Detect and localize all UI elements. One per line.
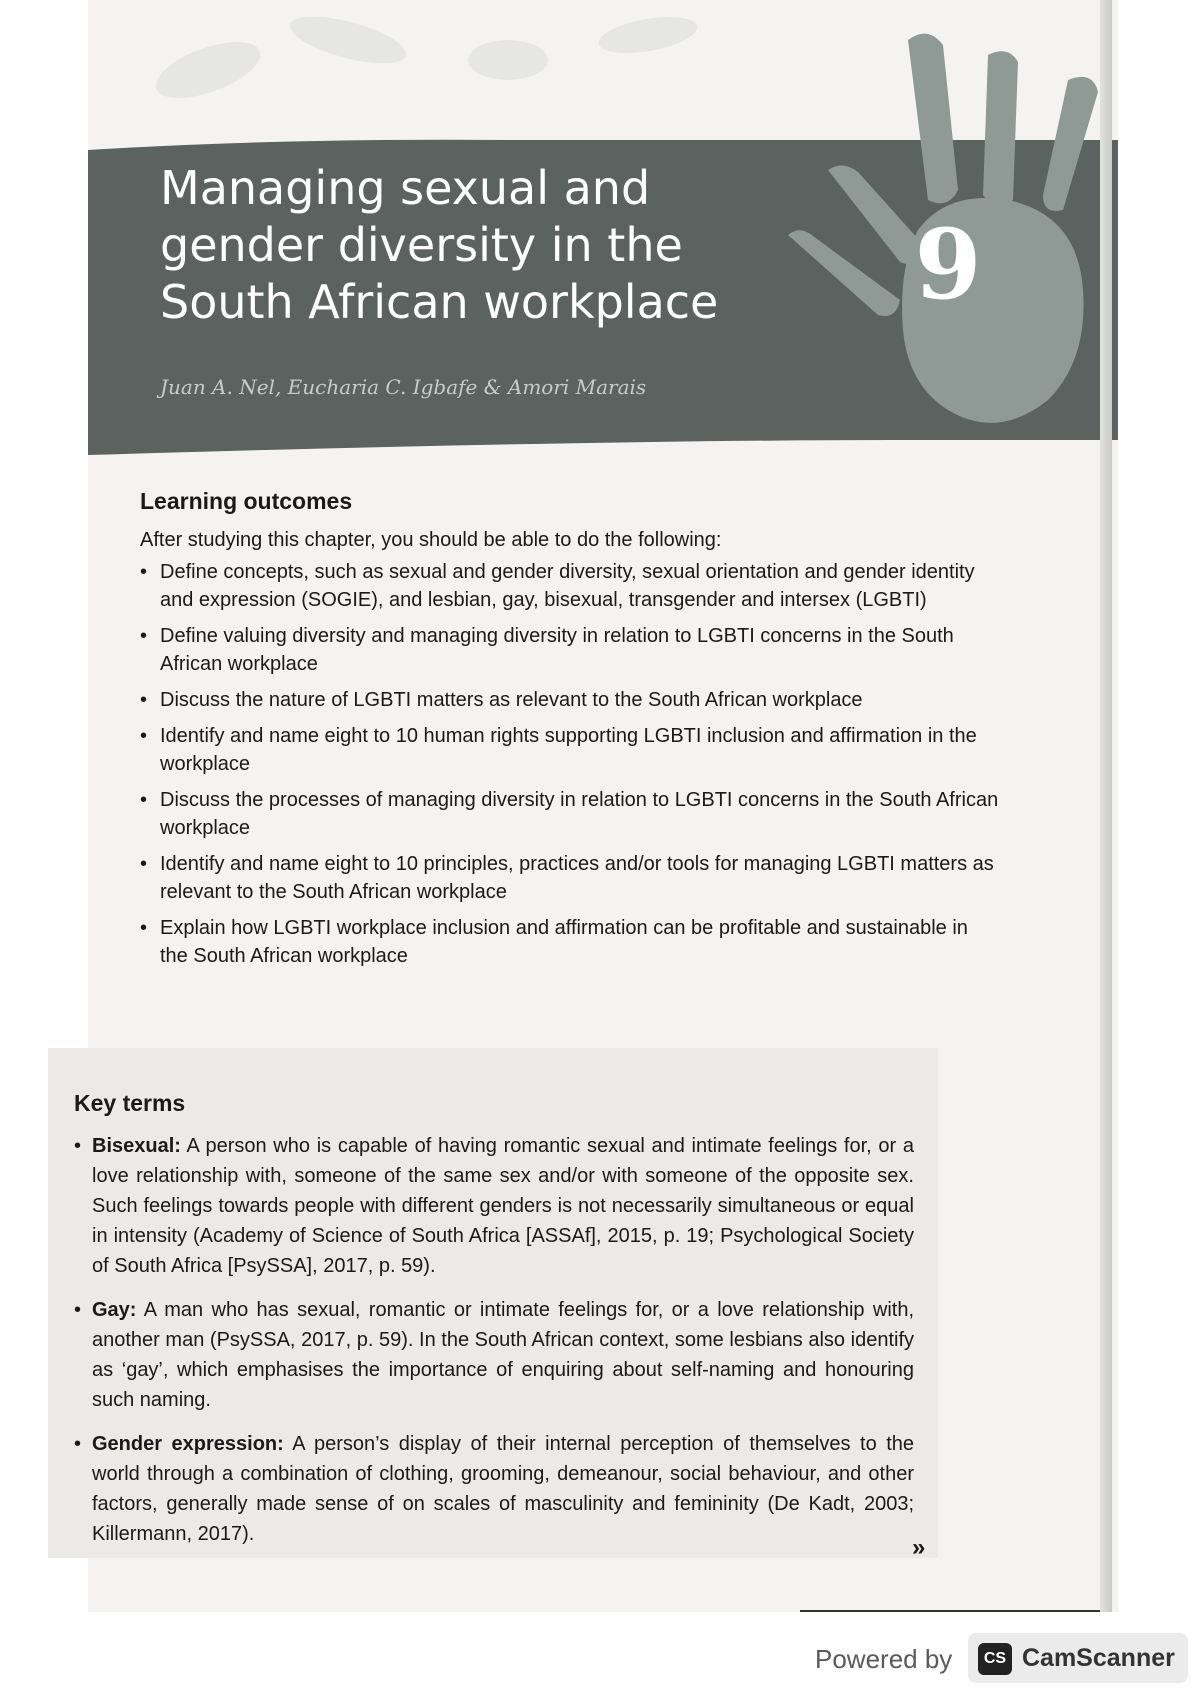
bullet-icon: • bbox=[140, 853, 148, 875]
learning-outcomes-intro: After studying this chapter, you should be able to do the following: bbox=[140, 529, 722, 551]
outcome-text: Define valuing diversity and managing diversity in relation to LGBTI concerns in the South African workplace bbox=[160, 625, 954, 675]
list-item bbox=[140, 622, 1000, 678]
camscanner-logo-icon: CS bbox=[978, 1643, 1012, 1675]
term-definition: A man who has sexual, romantic or intimate feelings for, or a love relationship with, another man (PsySSA, 2017, p. 59). In the South African context, some lesbians also identify as ‘gay’, which emphasises the importance of enquiring about self-naming and honouring such naming. bbox=[92, 1299, 914, 1411]
list-item bbox=[140, 850, 1000, 906]
list-item bbox=[74, 1131, 914, 1281]
outcome-text: Explain how LGBTI workplace inclusion and affirmation can be profitable and sustainable in the South African workplace bbox=[160, 917, 968, 967]
learning-outcomes-list bbox=[140, 558, 1000, 970]
chapter-title: Managing sexual and gender diversity in the South African workplace bbox=[160, 161, 719, 329]
bullet-icon: • bbox=[74, 1433, 82, 1455]
list-item bbox=[140, 686, 1000, 714]
bullet-icon: • bbox=[140, 725, 148, 747]
bullet-icon: • bbox=[140, 917, 148, 939]
list-item bbox=[74, 1295, 914, 1415]
term-name: Gay: bbox=[92, 1299, 137, 1321]
bullet-icon: • bbox=[74, 1299, 82, 1321]
key-terms-section bbox=[74, 1090, 914, 1563]
outcome-text: Identify and name eight to 10 principles, practices and/or tools for managing LGBTI matters as relevant to the South African workplace bbox=[160, 853, 994, 903]
term-definition: A person who is capable of having romantic sexual and intimate feelings for, or a love relationship with, someone of the same sex and/or with someone of the opposite sex. Such feelings towards people with different genders is not necessarily simultaneous or equal in intensity (Academy of Science of South Africa [ASSAf], 2015, p. 19; Psychological Society of South Africa [PsySSA], 2017, p. 59). bbox=[92, 1135, 914, 1277]
bullet-icon: • bbox=[140, 789, 148, 811]
list-item bbox=[74, 1429, 914, 1549]
camscanner-brand: CamScanner bbox=[1022, 1644, 1175, 1672]
learning-outcomes-section bbox=[140, 488, 1000, 978]
bullet-icon: • bbox=[140, 625, 148, 647]
chapter-authors: Juan A. Nel, Eucharia C. Igbafe & Amori Marais bbox=[160, 375, 647, 399]
outcome-text: Define concepts, such as sexual and gender diversity, sexual orientation and gender identity and expression (SOGIE), and lesbian, gay, bisexual, transgender and intersex (LGBTI) bbox=[160, 561, 975, 611]
term-definition: A person’s display of their internal perception of themselves to the world through a combination of clothing, grooming, demeanour, social behaviour, and other factors, generally made sense of on scales of masculinity and femininity (De Kadt, 2003; Killermann, 2017). bbox=[92, 1433, 915, 1545]
powered-by-label: Powered by bbox=[815, 1644, 953, 1674]
continue-arrow-icon: » bbox=[912, 1534, 926, 1561]
outcome-text: Discuss the processes of managing diversity in relation to LGBTI concerns in the South African workplace bbox=[160, 789, 999, 839]
bullet-icon: • bbox=[140, 689, 148, 711]
divider bbox=[800, 1610, 1100, 1612]
learning-outcomes-heading: Learning outcomes bbox=[140, 488, 353, 514]
list-item bbox=[140, 558, 1000, 614]
list-item bbox=[140, 722, 1000, 778]
key-terms-heading: Key terms bbox=[74, 1090, 186, 1116]
bullet-icon: • bbox=[140, 561, 148, 583]
chapter-header-band bbox=[88, 0, 1118, 460]
chapter-number: 9 bbox=[914, 208, 982, 321]
term-name: Bisexual: bbox=[92, 1135, 181, 1157]
outcome-text: Identify and name eight to 10 human rights supporting LGBTI inclusion and affirmation in the workplace bbox=[160, 725, 977, 775]
outcome-text: Discuss the nature of LGBTI matters as relevant to the South African workplace bbox=[160, 689, 863, 711]
term-name: Gender expression: bbox=[92, 1433, 284, 1455]
list-item bbox=[140, 914, 1000, 970]
page-edge bbox=[1100, 0, 1112, 1612]
key-terms-list bbox=[74, 1131, 914, 1549]
list-item bbox=[140, 786, 1000, 842]
bullet-icon: • bbox=[74, 1135, 82, 1157]
